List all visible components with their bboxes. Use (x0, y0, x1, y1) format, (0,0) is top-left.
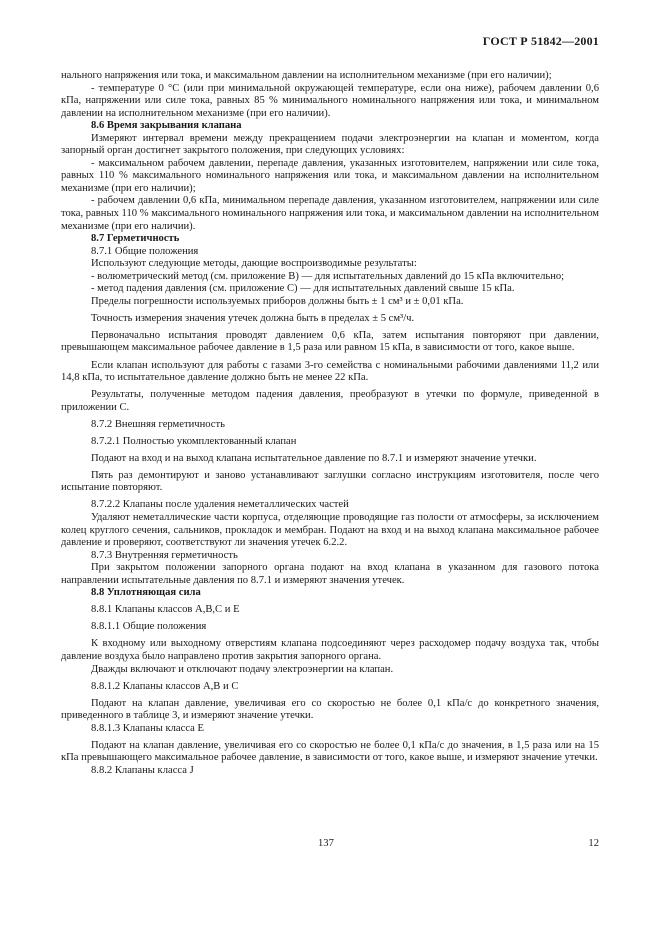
subsection-heading: 8.7.3 Внутренняя герметичность (91, 549, 238, 561)
text-paragraph: Подают на вход и на выход клапана испытательное давление по 8.7.1 и измеряют значение утечки. (91, 452, 537, 464)
subsection-heading: 8.8.1.3 Клапаны класса Е (91, 722, 204, 734)
text-paragraph: Измеряют интервал времени между прекращением подачи электроэнергии на клапан и моментом, когда запорный орган достигнет закрытого положения, при следующих условиях: (61, 132, 599, 157)
text-paragraph: Подают на клапан давление, увеличивая его со скоростью не более 0,1 кПа/с до значения, в 1,5 раза или на 15 кПа превышающего максимальное рабочее давление, в зависимости от того, какое выше, и измеряют значение утечки. (61, 739, 599, 764)
subsection-heading: 8.7.1 Общие положения (91, 245, 199, 257)
text-paragraph: Точность измерения значения утечек должна быть в пределах ± 5 см³/ч. (91, 312, 415, 324)
text-paragraph: нального напряжения или тока, и максимальном давлении на исполнительном механизме (при его наличии); (61, 70, 552, 81)
page-body (61, 70, 599, 777)
subsection-heading: 8.8.1 Клапаны классов А,В,С и Е (91, 604, 240, 616)
list-item: - волюметрический метод (см. приложение В) — для испытательных давлений до 15 кПа включительно; (91, 270, 565, 282)
subsection-heading: 8.8.1.2 Клапаны классов А,В и С (91, 680, 239, 692)
text-paragraph: Подают на клапан давление, увеличивая его со скоростью не более 0,1 кПа/с до конкретного значения, приведенного в таблице 3, и измеряют значение утечки. (61, 697, 599, 722)
list-item: - максимальном рабочем давлении, перепаде давления, указанных изготовителем, напряжении или силе тока, равных 110 % максимального номинального напряжения или тока, и максимальном давлении на исполнительном механизме (при его наличии); (61, 157, 599, 194)
text-paragraph: Первоначально испытания проводят давлением 0,6 кПа, затем испытания повторяют при давлении, превышающем максимальное рабочее давление в 1,5 раза или равном 15 кПа, в зависимости от того, какое выше. (61, 329, 599, 354)
text-paragraph: Удаляют неметаллические части корпуса, отделяющие проводящие газ полости от атмосферы, за исключением колец круглого сечения, сальников, прокладок и мембран. Подают на вход и на выход клапана максимальное рабочее давление и проверяют, соответствуют ли значения утечек 6.2.2. (61, 512, 599, 549)
text-paragraph: Результаты, полученные методом падения давления, преобразуют в утечки по формуле, приведенной в приложении С. (61, 389, 599, 413)
page-number-center: 137 (318, 838, 334, 849)
text-paragraph: Пять раз демонтируют и заново устанавливают заглушки согласно инструкциям изготовителя, после чего испытание повторяют. (61, 469, 599, 494)
subsection-heading: 8.8.1.1 Общие положения (91, 621, 207, 633)
text-paragraph: Дважды включают и отключают подачу электроэнергии на клапан. (91, 663, 394, 675)
section-heading: 8.7 Герметичность (91, 233, 180, 245)
subsection-heading: 8.8.2 Клапаны класса J (91, 764, 194, 776)
page-number-right: 12 (588, 838, 599, 849)
text-paragraph: Если клапан используют для работы с газами 3-го семейства с номинальными рабочими давлениями 11,2 или 14,8 кПа, то испытательное давление должно быть не менее 22 кПа. (61, 359, 599, 384)
text-paragraph: Пределы погрешности используемых приборов должны быть ± 1 см³ и ± 0,01 кПа. (91, 295, 464, 307)
section-heading: 8.6 Время закрывания клапана (91, 120, 242, 132)
subsection-heading: 8.7.2.1 Полностью укомплектованный клапан (91, 435, 297, 447)
subsection-heading: 8.7.2.2 Клапаны после удаления неметаллических частей (91, 499, 349, 511)
text-paragraph: К входному или выходному отверстиям клапана подсоединяют через расходомер подачу воздуха так, чтобы давление воздуха было направлено против закрытия запорного органа. (61, 638, 599, 662)
list-item: - температуре 0 °С (или при минимальной окружающей температуре, если она ниже), рабочем давлении 0,6 кПа, напряжении или силе тока, равных 85 % минимального номинального напряжения или тока, и минимальном давлении на исполнительном механизме (при его наличии). (61, 82, 599, 119)
text-paragraph: При закрытом положении запорного органа подают на вход клапана в указанном для газового потока направлении испытательные давления по 8.7.1 и измеряют значения утечек. (61, 562, 599, 586)
section-heading: 8.8 Уплотняющая сила (91, 587, 201, 599)
list-item: - метод падения давления (см. приложение С) — для испытательных давлений свыше 15 кПа. (91, 283, 515, 295)
subsection-heading: 8.7.2 Внешняя герметичность (91, 418, 225, 430)
document-header: ГОСТ Р 51842—2001 (482, 34, 599, 48)
list-item: - рабочем давлении 0,6 кПа, минимальном перепаде давления, указанном изготовителем, напряжении или силе тока, равных 110 % максимального номинального напряжения или тока, и максимальном давлении на исполнительном механизме (при его наличии). (61, 195, 599, 232)
text-paragraph: Используют следующие методы, дающие воспроизводимые результаты: (91, 258, 417, 270)
